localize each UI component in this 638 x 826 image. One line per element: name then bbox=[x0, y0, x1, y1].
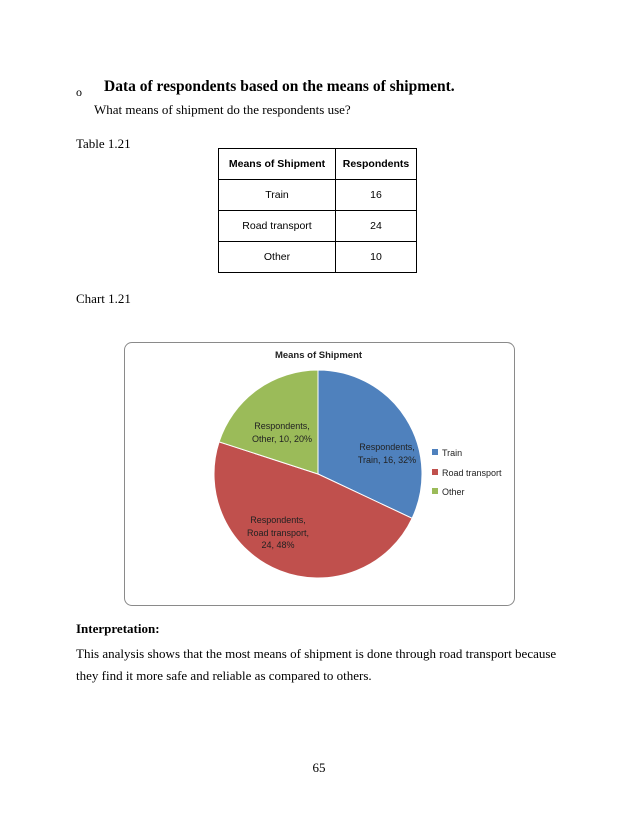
data-label-line: Other, 10, 20% bbox=[251, 433, 313, 444]
table-cell-means: Other bbox=[219, 242, 336, 273]
survey-question: What means of shipment do the respondents use? bbox=[94, 102, 351, 117]
section-heading: Data of respondents based on the means of shipment. bbox=[104, 78, 455, 95]
interpretation-text: This analysis shows that the most means of shipment is done through road transport because they find it more safe and reliable as compared to others. bbox=[76, 646, 557, 683]
data-label-line: Respondents, bbox=[359, 442, 415, 452]
interpretation-title: Interpretation: bbox=[76, 621, 160, 636]
legend-label: Other bbox=[442, 487, 465, 497]
data-label-line: Respondents, bbox=[250, 515, 306, 525]
legend-item-other bbox=[432, 487, 465, 497]
table-header-respondents: Respondents bbox=[336, 149, 417, 180]
legend-swatch-road-transport bbox=[432, 469, 438, 475]
data-label-other bbox=[244, 420, 320, 445]
data-label-line: 24, 48% bbox=[261, 540, 295, 550]
bullet-marker: o bbox=[76, 85, 82, 99]
legend-item-road-transport bbox=[432, 468, 502, 478]
data-label-road-transport bbox=[236, 514, 320, 552]
table-cell-respondents: 16 bbox=[336, 180, 417, 211]
data-label-line: Road transport, bbox=[246, 527, 310, 538]
legend-item-train bbox=[432, 448, 462, 458]
legend-swatch-train bbox=[432, 449, 438, 455]
chart-title: Means of Shipment bbox=[274, 350, 363, 361]
data-label-line: Train, 16, 32% bbox=[357, 454, 417, 465]
table-cell-means: Train bbox=[219, 180, 336, 211]
chart-caption: Chart 1.21 bbox=[76, 291, 131, 306]
legend-swatch-other bbox=[432, 488, 438, 494]
table-cell-means: Road transport bbox=[219, 211, 336, 242]
page-number: 65 bbox=[312, 760, 326, 775]
table-header-means: Means of Shipment bbox=[219, 149, 336, 180]
data-label-train bbox=[348, 441, 426, 466]
table-caption: Table 1.21 bbox=[76, 136, 131, 151]
table-cell-respondents: 10 bbox=[336, 242, 417, 273]
data-label-line: Respondents, bbox=[254, 421, 310, 431]
table-cell-respondents: 24 bbox=[336, 211, 417, 242]
legend-label: Road transport bbox=[442, 468, 502, 478]
legend-label: Train bbox=[442, 448, 463, 458]
